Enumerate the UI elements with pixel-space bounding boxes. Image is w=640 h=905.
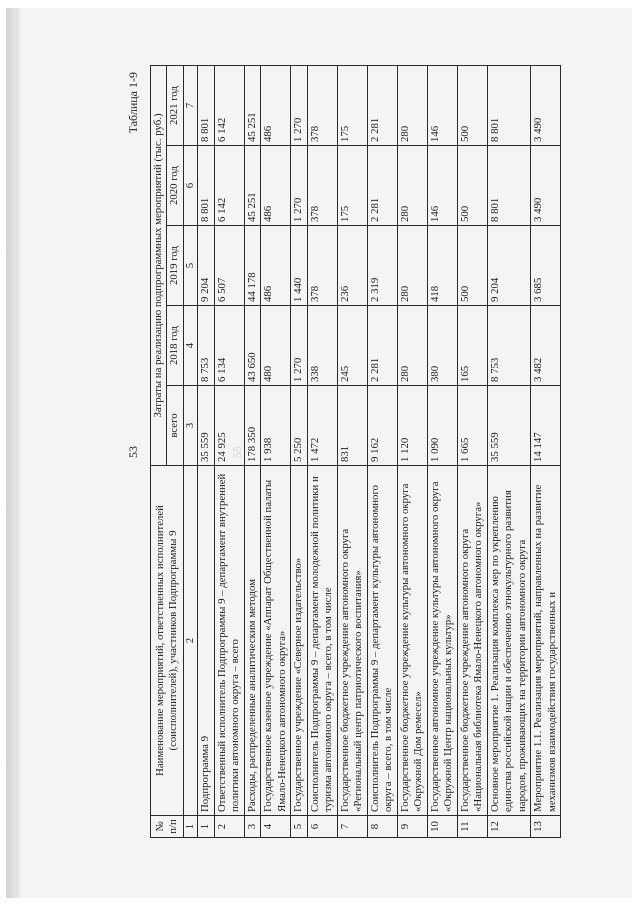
- table-row: [531, 65, 561, 837]
- table-row: [367, 65, 397, 837]
- index-cell: 5: [183, 226, 197, 306]
- row-name-cell: Государственное бюджетное учреждение автономного округа «Национальная библиотека Ямало-Ненецкого автономного округа»: [457, 466, 487, 816]
- row-number-cell: 13: [531, 816, 561, 838]
- binding-shadow: [6, 8, 20, 898]
- row-2021-cell: 45 251: [244, 65, 260, 145]
- index-cell: 7: [183, 65, 197, 145]
- row-name-cell: Соисполнитель Подпрограммы 9 – департамент молодежной политики и туризма автономного округа – всего, в том числе: [307, 466, 337, 816]
- row-name-cell: Соисполнитель Подпрограммы 9 – департамент культуры автономного округа – всего, в том числе: [367, 466, 397, 816]
- row-2018-cell: 245: [337, 306, 367, 386]
- row-2020-cell: 500: [457, 146, 487, 226]
- table-row: [337, 65, 367, 837]
- row-2020-cell: 280: [397, 146, 427, 226]
- index-cell: 4: [183, 306, 197, 386]
- row-name-cell: Государственное автономное учреждение культуры автономного округа «Окружной Центр национальных культур»: [427, 466, 457, 816]
- row-2018-cell: 1 270: [291, 306, 307, 386]
- row-2018-cell: 280: [397, 306, 427, 386]
- row-number-cell: 7: [337, 816, 367, 838]
- row-2018-cell: 8 753: [198, 306, 214, 386]
- row-2021-cell: 378: [307, 65, 337, 145]
- row-2021-cell: 486: [261, 65, 291, 145]
- row-number-cell: 8: [367, 816, 397, 838]
- row-total-cell: 1 938: [261, 386, 291, 466]
- row-2018-cell: 3 482: [531, 306, 561, 386]
- row-2018-cell: 380: [427, 306, 457, 386]
- row-2020-cell: 486: [261, 146, 291, 226]
- row-total-cell: 1 090: [427, 386, 457, 466]
- row-total-cell: 35 559: [487, 386, 530, 466]
- page-number-bleedthrough: 55: [230, 446, 244, 458]
- row-number-cell: 2: [214, 816, 244, 838]
- row-2021-cell: 500: [457, 65, 487, 145]
- row-number-cell: 9: [397, 816, 427, 838]
- row-name-cell: Государственное бюджетное учреждение автономного округа «Региональный центр патриотического воспитания»: [337, 466, 367, 816]
- row-total-cell: 1 665: [457, 386, 487, 466]
- index-cell: 6: [183, 146, 197, 226]
- row-2021-cell: 8 801: [487, 65, 530, 145]
- row-2019-cell: 418: [427, 226, 457, 306]
- table-row: [457, 65, 487, 837]
- row-2018-cell: 165: [457, 306, 487, 386]
- row-2019-cell: 280: [397, 226, 427, 306]
- header-name: Наименование мероприятий, ответственных исполнителей (соисполнителей), участников Подпрограммы 9: [151, 466, 184, 816]
- row-total-cell: 1 120: [397, 386, 427, 466]
- row-total-cell: 9 162: [367, 386, 397, 466]
- row-2018-cell: 8 753: [487, 306, 530, 386]
- row-total-cell: 5 250: [291, 386, 307, 466]
- header-year-2020: 2020 год: [167, 146, 183, 226]
- index-cell: 2: [183, 466, 197, 816]
- table-row: [427, 65, 457, 837]
- row-number-cell: 12: [487, 816, 530, 838]
- row-name-cell: Подпрограмма 9: [198, 466, 214, 816]
- index-cell: 1: [183, 816, 197, 838]
- row-2021-cell: 8 801: [198, 65, 214, 145]
- header-costs: Затраты на реализацию подпрограммных мероприятий (тыс. руб.): [151, 65, 167, 465]
- row-2019-cell: 44 178: [244, 226, 260, 306]
- row-2019-cell: 1 440: [291, 226, 307, 306]
- row-2018-cell: 2 281: [367, 306, 397, 386]
- header-year-2021: 2021 год: [167, 65, 183, 145]
- row-2021-cell: 1 270: [291, 65, 307, 145]
- table-row: [261, 65, 291, 837]
- row-name-cell: Государственное учреждение «Северное издательство»: [291, 466, 307, 816]
- rotated-page-content: [40, 52, 600, 852]
- row-number-cell: 5: [291, 816, 307, 838]
- row-2021-cell: 175: [337, 65, 367, 145]
- row-2018-cell: 480: [261, 306, 291, 386]
- row-number-cell: 11: [457, 816, 487, 838]
- row-total-cell: 1 472: [307, 386, 337, 466]
- row-2020-cell: 6 142: [214, 146, 244, 226]
- row-2019-cell: 9 204: [198, 226, 214, 306]
- row-2018-cell: 338: [307, 306, 337, 386]
- row-2020-cell: 146: [427, 146, 457, 226]
- row-name-cell: Государственное казенное учреждение «Аппарат Общественной палаты Ямало-Ненецкого автономного округа»: [261, 466, 291, 816]
- row-2019-cell: 378: [307, 226, 337, 306]
- row-2019-cell: 2 319: [367, 226, 397, 306]
- row-2019-cell: 9 204: [487, 226, 530, 306]
- row-total-cell: 35 559: [198, 386, 214, 466]
- row-number-cell: 4: [261, 816, 291, 838]
- row-2019-cell: 6 507: [214, 226, 244, 306]
- row-2021-cell: 3 490: [531, 65, 561, 145]
- row-2018-cell: 43 650: [244, 306, 260, 386]
- row-name-cell: Мероприятие 1.1. Реализация мероприятий, направленных на развитие механизмов взаимодействия государственных и: [531, 466, 561, 816]
- row-2021-cell: 2 281: [367, 65, 397, 145]
- row-2019-cell: 3 685: [531, 226, 561, 306]
- header-num: № п/п: [151, 816, 184, 838]
- row-2020-cell: 45 251: [244, 146, 260, 226]
- row-2019-cell: 236: [337, 226, 367, 306]
- row-2020-cell: 8 801: [487, 146, 530, 226]
- column-index-row: [183, 65, 197, 837]
- row-2019-cell: 486: [261, 226, 291, 306]
- table-row: [487, 65, 530, 837]
- header-year-2018: 2018 год: [167, 306, 183, 386]
- table-row: [307, 65, 337, 837]
- page-number: 53: [126, 446, 140, 458]
- table-row: [291, 65, 307, 837]
- table-body: [198, 65, 561, 837]
- row-number-cell: 3: [244, 816, 260, 838]
- table-row: [244, 65, 260, 837]
- table-row: [198, 65, 214, 837]
- header-total: всего: [167, 386, 183, 466]
- row-2020-cell: 378: [307, 146, 337, 226]
- row-number-cell: 1: [198, 816, 214, 838]
- row-name-cell: Государственное бюджетное учреждение культуры автономного округа «Окружной Дом ремесел»: [397, 466, 427, 816]
- row-number-cell: 10: [427, 816, 457, 838]
- row-2021-cell: 146: [427, 65, 457, 145]
- row-total-cell: 178 350: [244, 386, 260, 466]
- row-2020-cell: 175: [337, 146, 367, 226]
- row-name-cell: Ответственный исполнитель Подпрограммы 9 – департамент внутренней политики автономного округа – всего: [214, 466, 244, 816]
- header-year-2019: 2019 год: [167, 226, 183, 306]
- row-2021-cell: 280: [397, 65, 427, 145]
- row-2020-cell: 2 281: [367, 146, 397, 226]
- row-total-cell: 831: [337, 386, 367, 466]
- row-name-cell: Основное мероприятие 1. Реализация комплекса мер по укреплению единства российской нации и обеспечению этнокультурного развития народов, проживающих на территории автономного округа: [487, 466, 530, 816]
- table-label: Таблица 1-9: [126, 72, 140, 134]
- row-2020-cell: 3 490: [531, 146, 561, 226]
- row-total-cell: 14 147: [531, 386, 561, 466]
- budget-table: [150, 65, 561, 838]
- row-total-cell: 24 925: [214, 386, 244, 466]
- row-2020-cell: 8 801: [198, 146, 214, 226]
- row-number-cell: 6: [307, 816, 337, 838]
- index-cell: 3: [183, 386, 197, 466]
- row-2020-cell: 1 270: [291, 146, 307, 226]
- row-2018-cell: 6 134: [214, 306, 244, 386]
- row-name-cell: Расходы, распределенные аналитическим методом: [244, 466, 260, 816]
- row-2021-cell: 6 142: [214, 65, 244, 145]
- row-2019-cell: 500: [457, 226, 487, 306]
- table-row: [397, 65, 427, 837]
- table-row: [214, 65, 244, 837]
